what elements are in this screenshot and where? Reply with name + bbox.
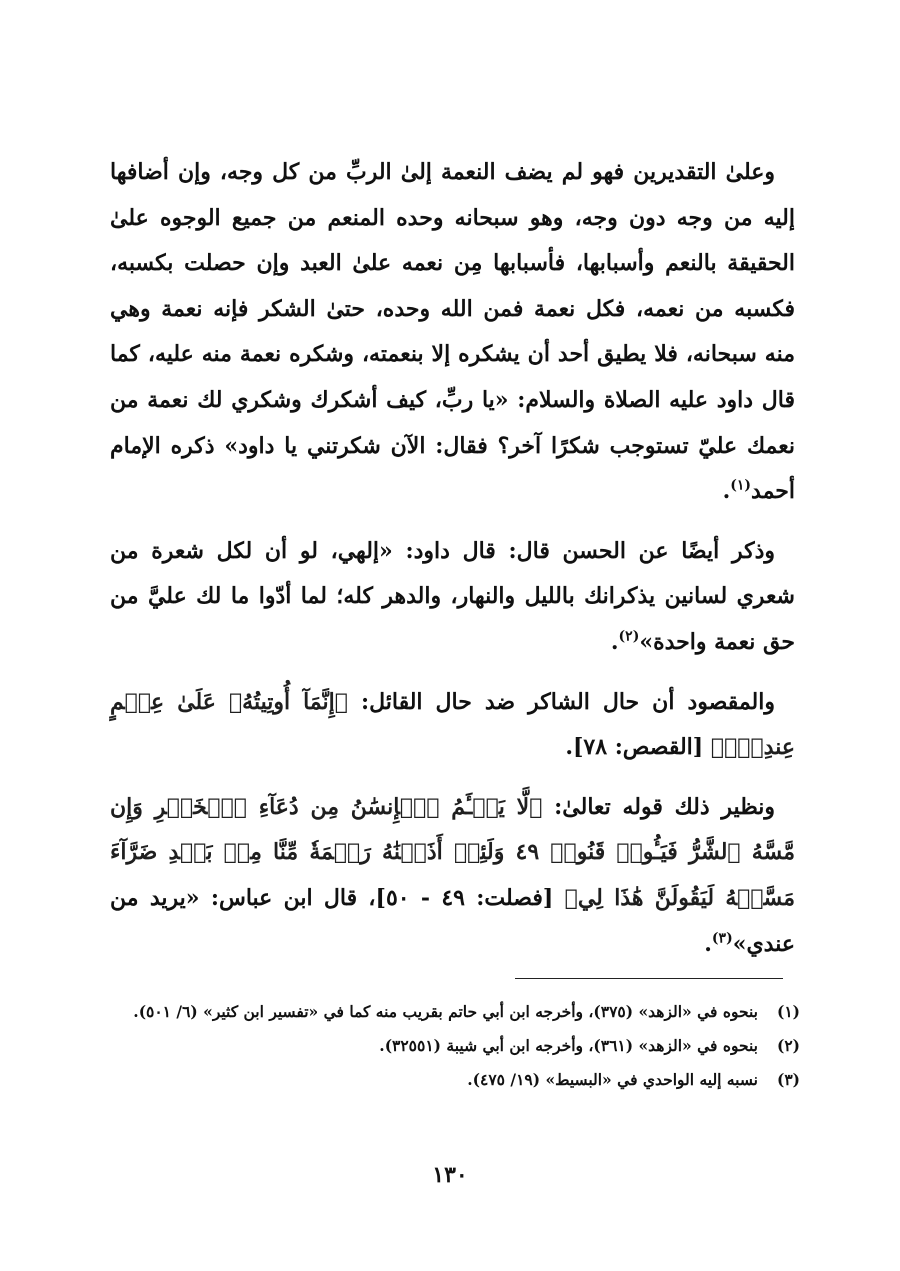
paragraph-1-end: . <box>722 478 731 505</box>
footnotes <box>110 995 800 1097</box>
main-text <box>110 150 795 981</box>
footnote-number: (٢) <box>776 1036 800 1055</box>
quran-citation-2: [فصلت: ٤٩ - ٥٠]، قال ابن عباس: «يريد من عندي» <box>110 884 795 957</box>
footnote-1 <box>110 995 800 1029</box>
paragraph-4-end: . <box>704 930 712 957</box>
quran-verse-1: ﴿إِنَّمَآ أُوتِيتُهُۥ عَلَىٰ عِلۡمٍ عِندِيٓۚ﴾ <box>110 688 795 761</box>
paragraph-4-intro: ونظير ذلك قوله تعالىٰ: <box>554 793 775 820</box>
footnote-text: نسبه إليه الواحدي في «البسيط» (١٩/ ٤٧٥). <box>467 1070 758 1089</box>
footnote-3 <box>110 1063 800 1097</box>
footnote-number: (٣) <box>776 1070 800 1089</box>
footnote-ref-3[interactable]: (٣) <box>711 930 733 947</box>
paragraph-2-text: وذكر أيضًا عن الحسن قال: قال داود: «إلهي، لو أن لكل شعرة من شعري لسانين يذكرانك بالليل والنهار، والدهر كله؛ لما أدّوا ما لك عليَّ من حق نعمة واحدة» <box>110 537 795 655</box>
footnote-2 <box>110 1029 800 1063</box>
paragraph-4 <box>110 785 795 967</box>
footnote-separator <box>515 978 783 979</box>
footnote-ref-1[interactable]: (١) <box>730 477 752 494</box>
footnote-text: بنحوه في «الزهد» (٣٧٥)، وأخرجه ابن أبي حاتم بقريب منه كما في «تفسير ابن كثير» (٦/ ٥٠١). <box>133 1002 758 1021</box>
quran-verse-2: ﴿لَّا يَسۡـَٔمُ ٱلۡإِنسَٰنُ مِن دُعَآءِ ٱلۡخَيۡرِ وَإِن مَّسَّهُ ٱلشَّرُّ فَيَـُٔوسٞ قَنُوطٞ ٤٩ وَلَئِنۡ أَذَقۡنَٰهُ رَحۡمَةٗ مِّنَّا مِنۢ بَعۡدِ ضَرَّآءَ مَسَّتۡهُ لَيَقُولَنَّ هَٰذَا لِي﴾ <box>110 793 795 911</box>
page-number: ١٣٠ <box>432 1162 468 1188</box>
paragraph-3-intro: والمقصود أن حال الشاكر ضد حال القائل: <box>360 688 775 715</box>
paragraph-2 <box>110 529 795 666</box>
footnote-text: بنحوه في «الزهد» (٣٦١)، وأخرجه ابن أبي شيبة (٣٢٥٥١). <box>379 1036 758 1055</box>
paragraph-3 <box>110 680 795 771</box>
paragraph-1 <box>110 150 795 515</box>
paragraph-1-text: وعلىٰ التقديرين فهو لم يضف النعمة إلىٰ الربِّ من كل وجه، وإن أضافها إليه من وجه دون وجه، وهو سبحانه وحده المنعم من جميع الوجوه علىٰ الحقيقة بالنعم وأسبابها، فأسبابها مِن نعمه علىٰ العبد وإن حصلت بكسبه، فكسبه من نعمه، فكل نعمة فمن الله وحده، حتىٰ الشكر فإنه نعمة وهي منه سبحانه، فلا يطيق أحد أن يشكره إلا بنعمته، وشكره نعمة منه عليه، كما قال داود عليه الصلاة والسلام: «يا ربِّ، كيف أشكرك وشكري لك نعمة من نعمك عليّ تستوجب شكرًا آخر؟ فقال: الآن شكرتني يا داود» ذكره الإمام أحمد <box>110 159 795 505</box>
footnote-ref-2[interactable]: (٢) <box>618 628 640 645</box>
footnote-number: (١) <box>776 1002 800 1021</box>
quran-citation-1: [القصص: ٧٨]. <box>565 734 704 761</box>
paragraph-2-end: . <box>610 628 619 655</box>
